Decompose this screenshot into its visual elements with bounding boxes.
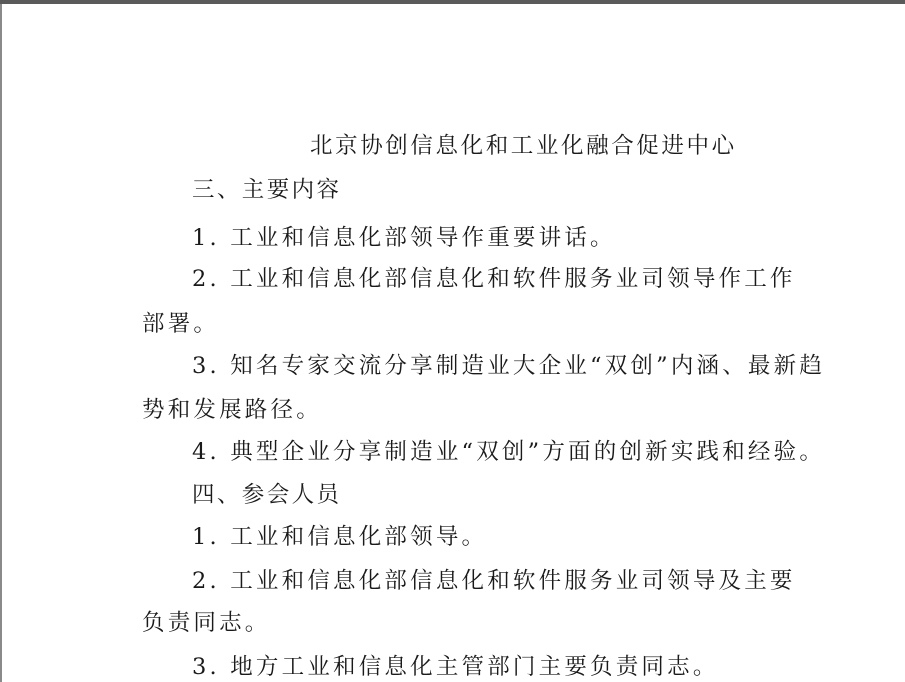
organizer-name: 北京协创信息化和工业化融合促进中心	[310, 133, 737, 159]
attendee-item-2: 2. 工业和信息化部信息化和软件服务业司领导及主要	[192, 568, 796, 594]
document-page	[2, 4, 905, 682]
attendee-item-1: 1. 工业和信息化部领导。	[192, 524, 488, 550]
attendee-item-2-continuation: 负责同志。	[142, 610, 271, 636]
section-heading-attendees: 四、参会人员	[192, 482, 342, 508]
content-item-3: 3. 知名专家交流分享制造业大企业“双创”内涵、最新趋	[192, 353, 826, 379]
attendee-item-3: 3. 地方工业和信息化主管部门主要负责同志。	[192, 654, 719, 680]
content-item-1: 1. 工业和信息化部领导作重要讲话。	[192, 225, 616, 251]
content-item-3-continuation: 势和发展路径。	[142, 397, 322, 423]
content-item-4: 4. 典型企业分享制造业“双创”方面的创新实践和经验。	[192, 439, 826, 465]
content-item-2: 2. 工业和信息化部信息化和软件服务业司领导作工作	[192, 266, 796, 292]
section-heading-main-content: 三、主要内容	[192, 177, 342, 203]
content-item-2-continuation: 部署。	[142, 311, 220, 337]
